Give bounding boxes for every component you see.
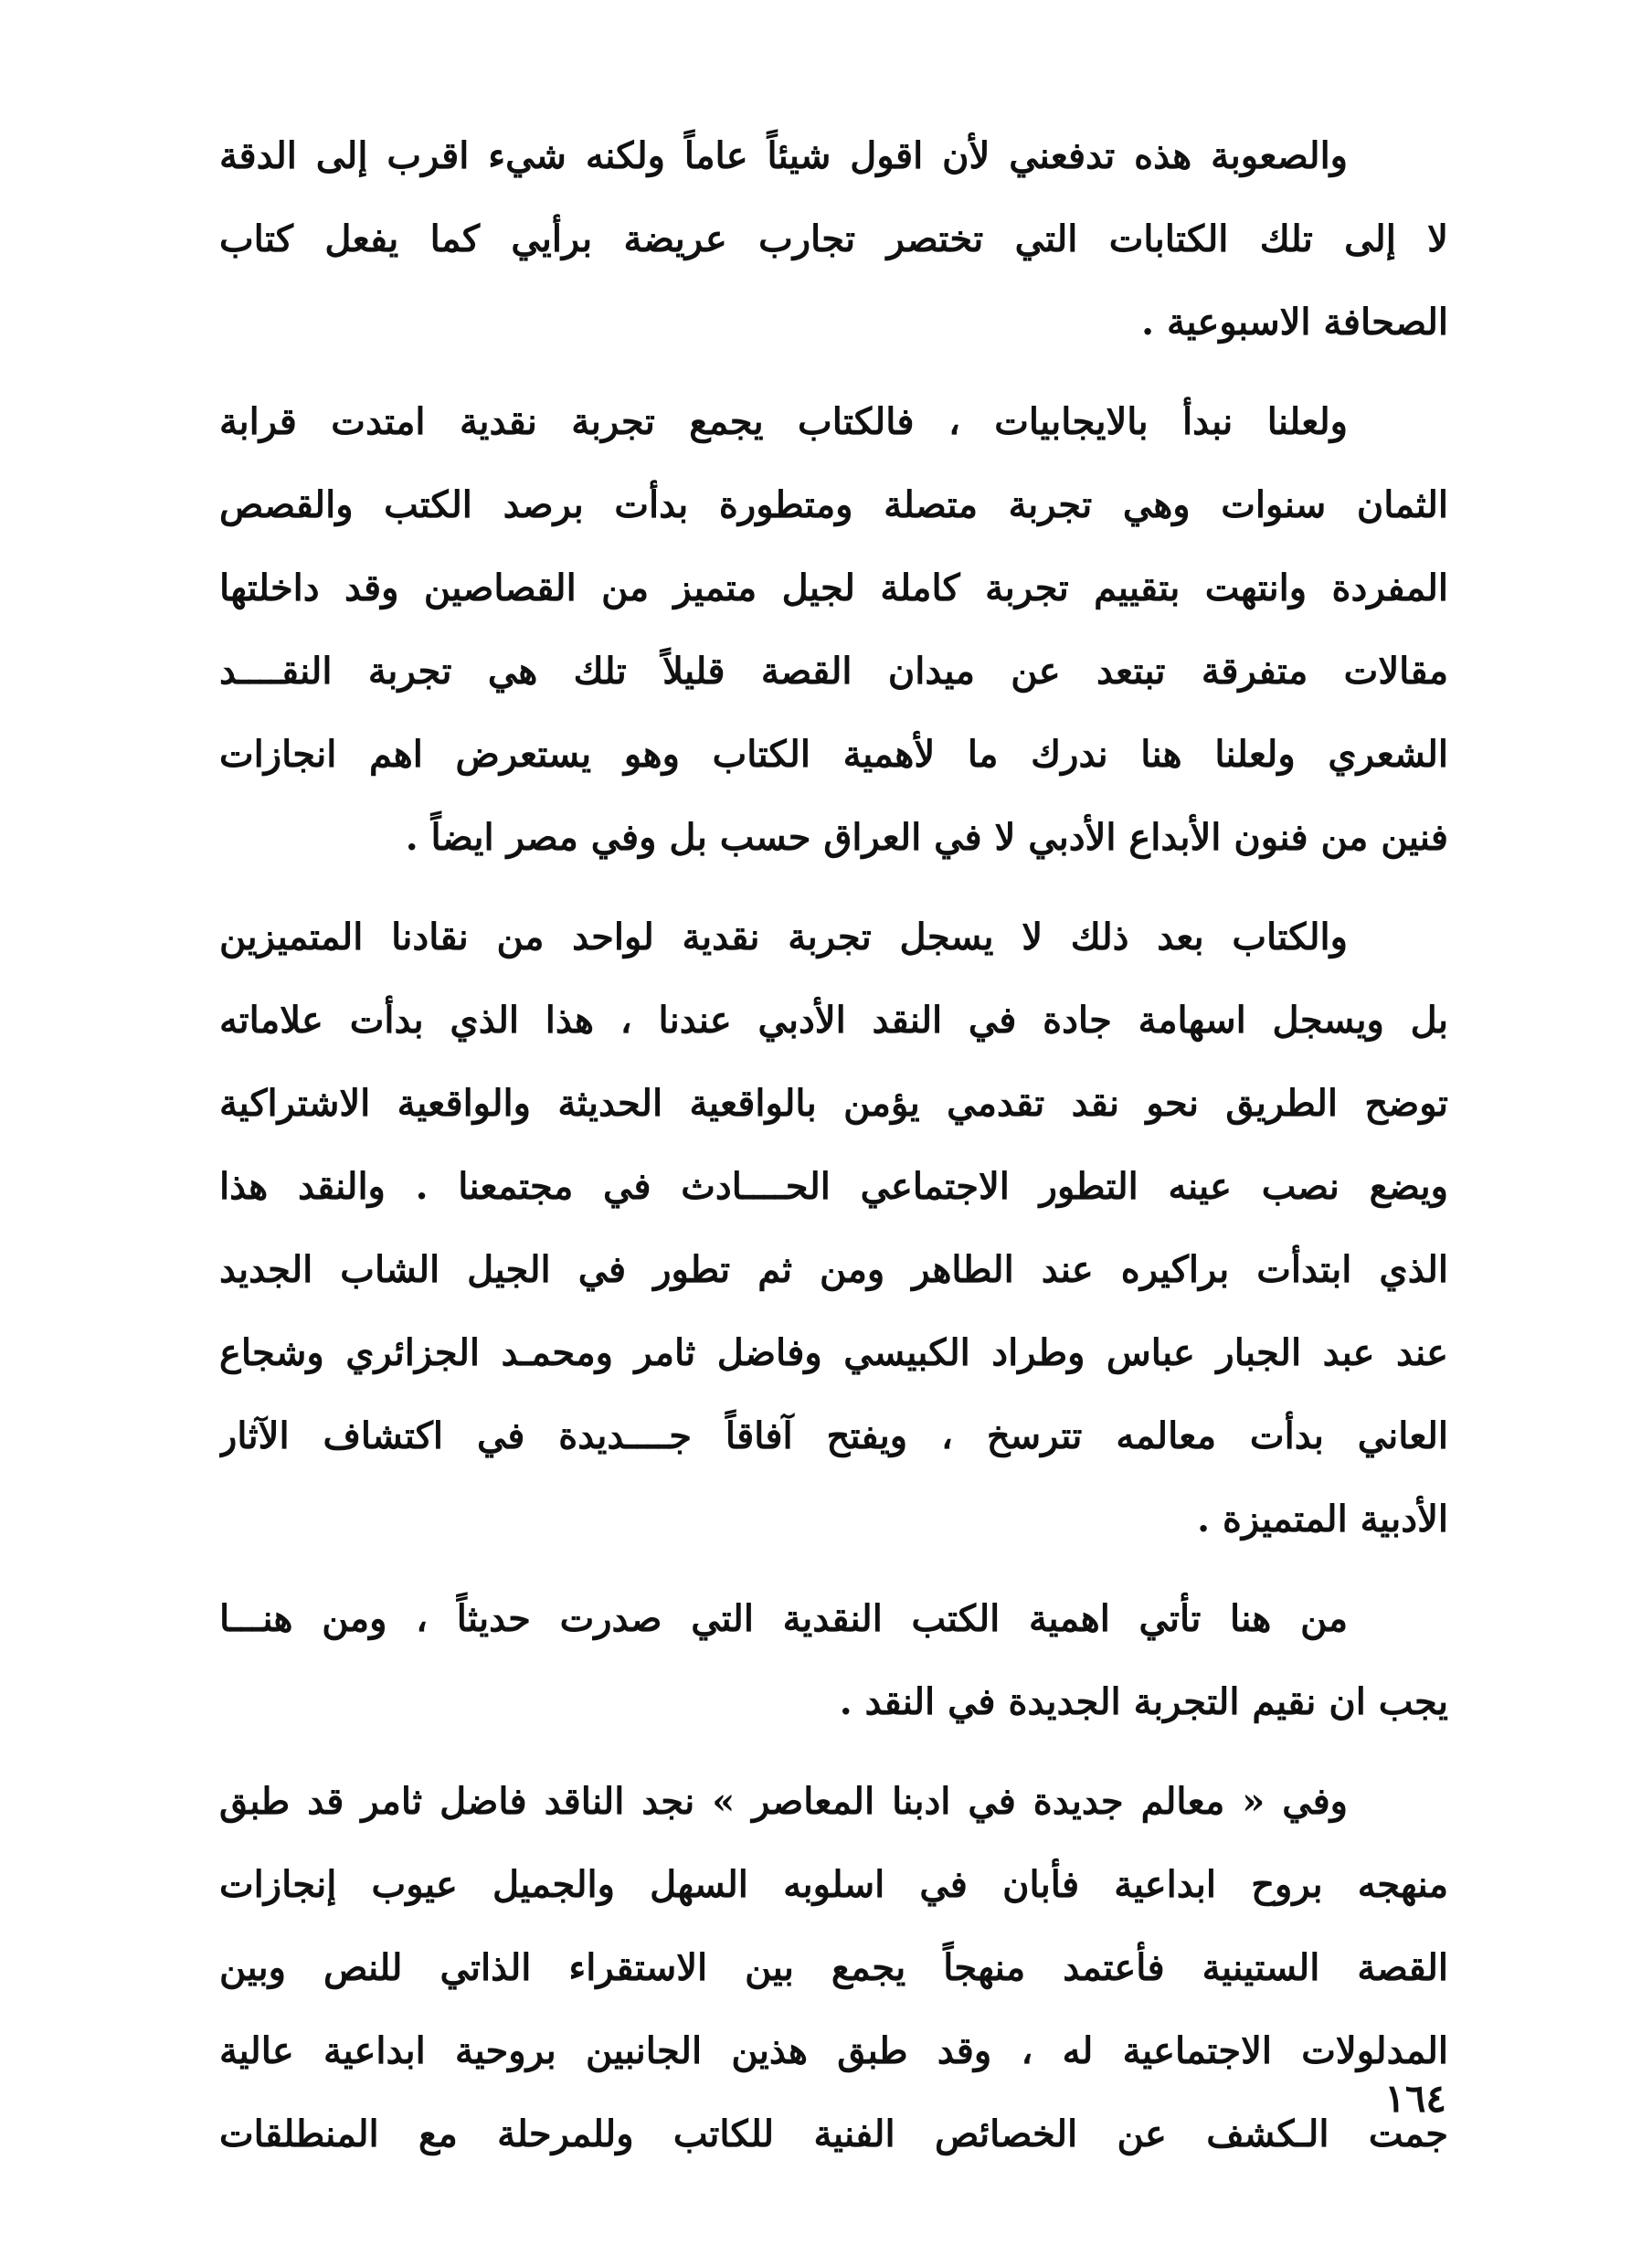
body-text (219, 114, 1448, 2192)
paragraph-5 (219, 1760, 1448, 2176)
paragraph-3 (219, 895, 1448, 1561)
text-line: وفي « معالم جديدة في ادبنا المعاصر » نجد الناقد فاضل ثامر قد طبق (219, 1780, 1348, 1823)
paragraph-1 (219, 114, 1448, 364)
paragraph-4 (219, 1577, 1448, 1743)
text-line: ولعلنا نبدأ بالايجابيات ، فالكتاب يجمع تجربة نقدية امتدت قرابة (219, 400, 1348, 443)
text-line: توضح الطريق نحو نقد تقدمي يؤمن بالواقعية الحديثة والواقعية الاشتراكية (219, 1082, 1448, 1125)
text-line: بل ويسجل اسهامة جادة في النقد الأدبي عندنا ، هذا الذي بدأت علاماته (219, 999, 1448, 1042)
text-line: عند عبد الجبار عباس وطراد الكبيسي وفاضل ثامر ومحمـد الجزائري وشجاع (219, 1331, 1448, 1374)
text-line: والصعوبة هذه تدفعني لأن اقول شيئاً عاماً ولكنه شيء اقرب إلى الدقة (219, 134, 1348, 177)
text-line: ويضع نصب عينه التطور الاجتماعي الحــــادث في مجتمعنا . والنقد هذا (219, 1165, 1448, 1208)
text-line: العاني بدأت معالمه تترسخ ، ويفتح آفاقاً جــــديدة في اكتشاف الآثار (219, 1414, 1448, 1457)
text-line: منهجه بروح ابداعية فأبان في اسلوبه السهل والجميل عيوب إنجازات (219, 1863, 1448, 1906)
text-line: المفردة وانتهت بتقييم تجربة كاملة لجيل متميز من القصاصين وقد داخلتها (219, 566, 1448, 609)
text-line: المدلولات الاجتماعية له ، وقد طبق هذين الجانبين بروحية ابداعية عالية (219, 2029, 1448, 2072)
text-line: والكتاب بعد ذلك لا يسجل تجربة نقدية لواحد من نقادنا المتميزين (219, 916, 1348, 958)
text-line: القصة الستينية فأعتمد منهجاً يجمع بين الاستقراء الذاتي للنص وبين (219, 1946, 1448, 1989)
text-line: الشعري ولعلنا هنا ندرك ما لأهمية الكتاب وهو يستعرض اهم انجازات (219, 733, 1448, 776)
text-line: فنين من فنون الأبداع الأدبي لا في العراق حسب بل وفي مصر ايضاً . (405, 816, 1448, 859)
text-line: الثمان سنوات وهي تجربة متصلة ومتطورة بدأت برصد الكتب والقصص (219, 483, 1448, 526)
text-line: لا إلى تلك الكتابات التي تختصر تجارب عريضة برأيي كما يفعل كتاب (219, 217, 1448, 260)
page-number: ١٦٤ (1384, 2076, 1446, 2121)
text-line: جمت الـكشف عن الخصائص الفنية للكاتب وللمرحلة مع المنطلقات (219, 2112, 1448, 2155)
text-line: الأدبية المتميزة . (1197, 1498, 1448, 1541)
text-line: يجب ان نقيم التجربة الجديدة في النقد . (839, 1680, 1448, 1723)
text-line: الذي ابتدأت براكيره عند الطاهر ومن ثم تطور في الجيل الشاب الجديد (219, 1248, 1448, 1291)
text-line: من هنا تأتي اهمية الكتب النقدية التي صدرت حديثاً ، ومن هنـــا (219, 1597, 1348, 1640)
text-line: مقالات متفرقة تبتعد عن ميدان القصة قليلاً تلك هي تجربة النقــــد (219, 650, 1448, 693)
text-line: الصحافة الاسبوعية . (1141, 301, 1448, 344)
paragraph-2 (219, 380, 1448, 879)
